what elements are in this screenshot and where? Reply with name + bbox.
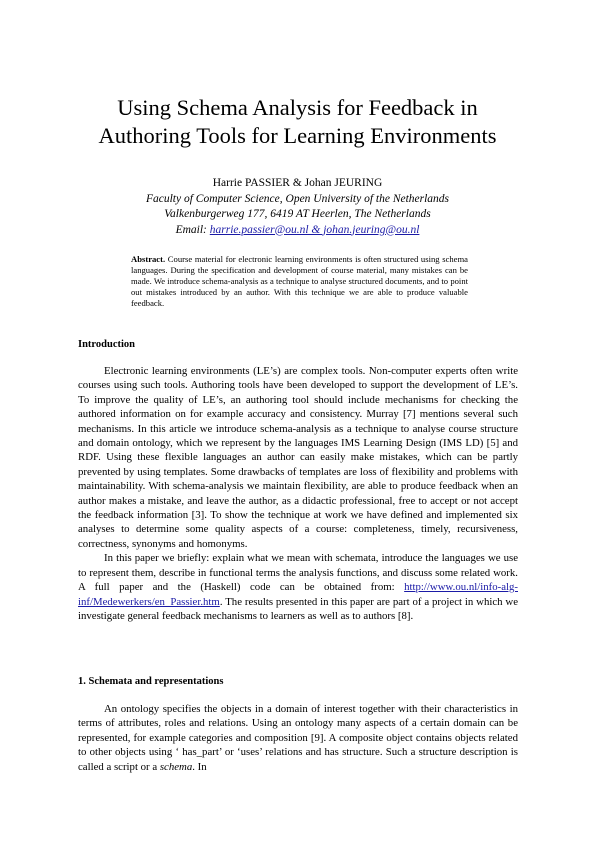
abstract-text: Course material for electronic learning environments is often structured using schema languages. During the specification and development of course material, many mistakes can be made. We introduce schema-analysis as a technique to analyse structured documents, and to point out mistakes introduced by an author. With this technique we are able to produce valuable feedback. — [131, 254, 468, 309]
section-heading-introduction: Introduction — [78, 339, 135, 350]
intro-paragraph-2-end: . The results presented in this paper are part of a project in which we investigate general feedback mechanisms to learners as well as to authors [8]. — [78, 595, 518, 622]
affiliation-line-1: Faculty of Computer Science, Open University of the Netherlands — [145, 192, 450, 205]
s1-text-end: . In — [192, 760, 207, 773]
paper-title — [0, 94, 595, 150]
affiliation-line-2: Valkenburgerweg 177, 6419 AT Heerlen, The Netherlands — [164, 208, 431, 220]
intro-paragraph-2-start: In this paper we briefly: explain what we mean with schemata, introduce the languages we use to represent them, describe in functional terms the analysis functions, and discuss some related work. A full paper and the (Haskell) code can be obtained from: — [78, 552, 518, 594]
title-line-1: Using Schema Analysis for Feedback in — [117, 95, 478, 120]
email-link[interactable]: harrie.passier@ou.nl & johan.jeuring@ou.nl — [209, 223, 420, 236]
section-heading-1: 1. Schemata and representations — [78, 676, 224, 687]
title-line-2: Authoring Tools for Learning Environments — [98, 123, 497, 148]
s1-italic-term: schema — [159, 760, 193, 773]
paper-link[interactable]: http://www.ou.nl/info-alg-inf/Medewerkers/en_Passier.htm — [78, 581, 518, 608]
author-names: Harrie PASSIER & Johan JEURING — [212, 177, 383, 189]
intro-paragraph-2 — [78, 551, 518, 623]
email-label: Email: — [175, 223, 210, 236]
section-1-paragraph — [78, 702, 518, 774]
abstract-label: Abstract. — [131, 254, 166, 264]
intro-paragraph-1: Electronic learning environments (LE’s) are complex tools. Non-computer experts often write courses using such tools. Authoring tools have been developed to support the development of LE’s. To improve the quality of LE’s, an authoring tool should include mechanisms for checking the authored information on for example accuracy and consistency. Murray [7] mentions several such mechanisms. In this article we introduce schema-analysis as a technique to analyse course structure and domain ontology, which we represent by the languages IMS Learning Design (IMS LD) [5] and RDF. Using these flexible languages an author can easily make mistakes, which can be partly prevented by using templates. Some drawbacks of templates are loss of flexibility and problems with maintainability. With schema-analysis we maintain flexibility, are able to produce feedback when an author makes a mistake, and leave the author, as a didactic professional, free to accept or not accept the feedback information [3]. To show the technique at work we have defined and implemented six analyses to determine some quality aspects of a course: completeness, timely, recursiveness, correctness, synonyms and homonyms. — [78, 365, 518, 550]
introduction-body — [78, 364, 518, 623]
section-1-body — [78, 702, 518, 774]
abstract — [131, 254, 468, 309]
author-block — [0, 176, 595, 238]
s1-text-start: An ontology specifies the objects in a domain of interest together with their characteristics in terms of attributes, roles and relations. Using an ontology many aspects of a certain domain can be represented, for example categories and composition [9]. A composite object contains objects related to other objects using ‘ has_part’ or ‘uses’ relations and has structure. Such a structure description is called a script or a — [78, 703, 518, 773]
email-line — [0, 223, 595, 239]
